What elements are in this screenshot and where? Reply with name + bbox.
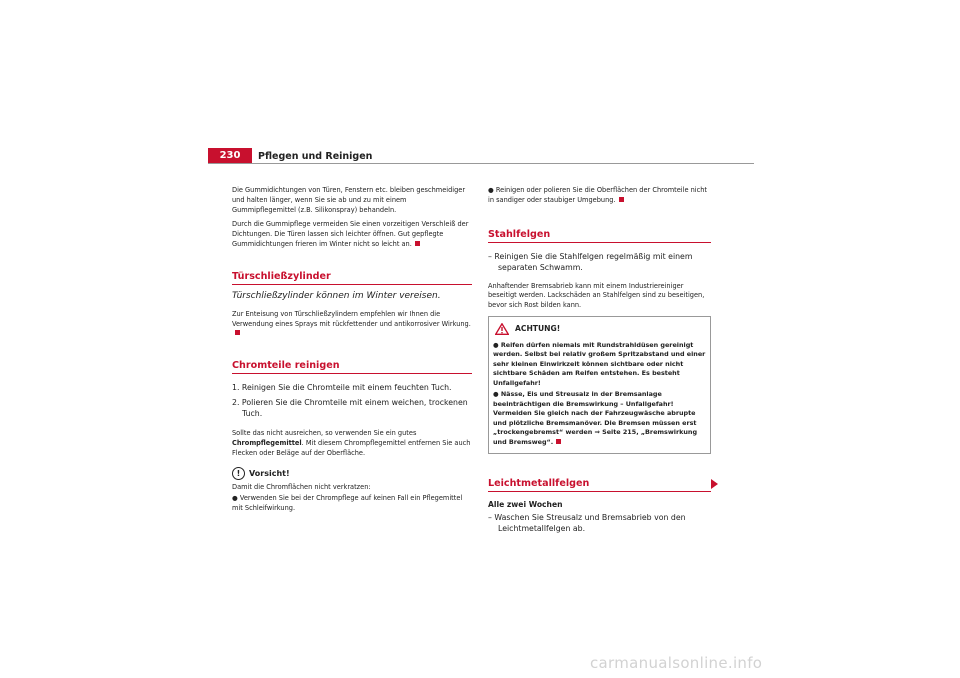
end-mark-icon	[556, 439, 561, 444]
left-column	[232, 186, 472, 517]
heading-leichtmetallfelgen: Leichtmetallfelgen	[488, 478, 711, 492]
stahlfelgen-step: – Reinigen Sie die Stahlfelgen regelmäßig mit einem separaten Schwamm.	[488, 251, 693, 272]
page-number: 230	[208, 148, 252, 164]
intro-paragraph-1: Die Gummidichtungen von Türen, Fenstern etc. bleiben geschmeidiger und halten länger, wenn Sie sie ab und zu mit einem Gummipflegemittel (z.B. Silikonspray) behandeln.	[232, 186, 466, 214]
step-1: 1. Reinigen Sie die Chromteile mit einem feuchten Tuch.	[232, 383, 452, 393]
header-rule	[208, 163, 754, 164]
step-2: 2. Polieren Sie die Chromteile mit einem weichen, trockenen Tuch.	[232, 398, 468, 419]
warning-bullet-1: ● Reifen dürfen niemals mit Rundstrahldüsen gereinigt werden. Selbst bei relativ großem Spritzabstand und einer sehr kleinen Einwirkzeit können sichtbare oder nicht sichtbare Schäden am Reifen entstehen. Es besteht Unfallgefahr!	[493, 340, 706, 387]
chrom-bullet: ● Reinigen oder polieren Sie die Oberflächen der Chromteile nicht in sandiger oder staubiger Umgebung.	[488, 186, 708, 204]
caution-icon: !	[232, 467, 245, 480]
caution-intro: Damit die Chromflächen nicht verkratzen:	[232, 482, 371, 491]
end-mark-icon	[415, 241, 420, 246]
warning-heading: ACHTUNG!	[495, 323, 706, 335]
leichtmetall-subheading: Alle zwei Wochen	[488, 500, 563, 510]
right-column	[488, 186, 711, 538]
tuerschliesszylinder-text: Zur Enteisung von Türschließzylindern empfehlen wir Ihnen die Verwendung eines Sprays mit rückfettender und antikorrosiver Wirkung.	[232, 310, 472, 339]
continue-arrow-icon	[711, 479, 718, 489]
heading-chromteile: Chromteile reinigen	[232, 360, 472, 374]
warning-bullet-2: ● Nässe, Eis und Streusalz in der Bremsanlage beeinträchtigen die Bremswirkung – Unfallgefahr! Vermeiden Sie gleich nach der Fahrzeugwäsche abrupte und plötzliche Bremsmanöver. Die Bremsen müssen erst „trockengebremst“ werden ⇒ Seite 215, „Bremswirkung und Bremsweg“.	[493, 390, 698, 446]
chrom-paragraph: Sollte das nicht ausreichen, so verwenden Sie ein gutes Chrompflegemittel. Mit diesem Chrompflegemittel entfernen Sie auch Flecken oder Beläge auf der Oberfläche.	[232, 429, 471, 457]
heading-tuerschliesszylinder: Türschließzylinder	[232, 271, 472, 285]
intro-paragraph-2: Durch die Gummipflege vermeiden Sie einen vorzeitigen Verschleiß der Dichtungen. Die Türen lassen sich leichter öffnen. Gut gepflegte Gummidichtungen frieren im Winter nicht so leicht an.	[232, 220, 469, 248]
warning-triangle-icon	[495, 323, 509, 335]
caution-heading: ! Vorsicht!	[232, 467, 472, 480]
heading-stahlfelgen: Stahlfelgen	[488, 229, 711, 243]
end-mark-icon	[619, 197, 624, 202]
stahlfelgen-text: Anhaftender Bremsabrieb kann mit einem Industriereiniger beseitigt werden. Lackschäden an Stahlfelgen sind zu beseitigen, bevor sich Rost bilden kann.	[488, 281, 705, 310]
leichtmetall-step: – Waschen Sie Streusalz und Bremsabrieb von den Leichtmetallfelgen ab.	[488, 513, 686, 534]
warning-box	[488, 316, 711, 455]
running-title: Pflegen und Reinigen	[258, 151, 373, 162]
subheading-tuerschliesszylinder: Türschließzylinder können im Winter vereisen.	[232, 290, 441, 301]
caution-bullet: ● Verwenden Sie bei der Chrompflege auf keinen Fall ein Pflegemittel mit Schleifwirkung.	[232, 494, 463, 513]
end-mark-icon	[235, 330, 240, 335]
watermark: carmanualsonline.info	[590, 654, 763, 672]
